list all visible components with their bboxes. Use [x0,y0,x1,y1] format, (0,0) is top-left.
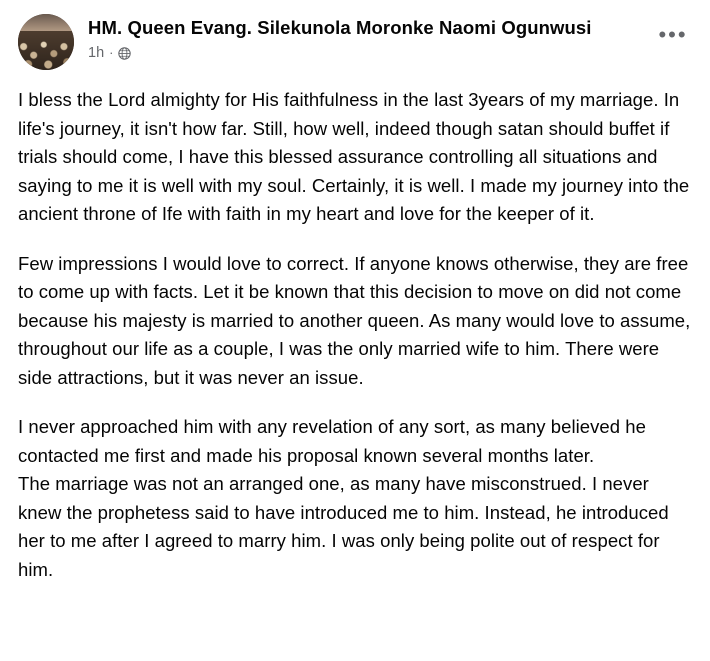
post-header [18,14,692,76]
post-timestamp[interactable]: 1h [88,45,105,61]
post-paragraph-4: The marriage was not an arranged one, as many have misconstrued. I never knew the prophetess said to have introduced me to him. Instead, he introduced her to me after I agreed to marry him. I was only being polite out of respect for him. [18,473,669,580]
post-author-block [88,14,692,62]
post-paragraph-1: I bless the Lord almighty for His faithfulness in the last 3years of my marriage. In life's journey, it isn't how far. Still, how well, indeed though satan should buffet if trials should come, I have this blessed assurance controlling all situations and saying to me it is well with my soul. Certainly, it is well. I made my journey into the ancient throne of Ife with faith in my heart and love for the keeper of it. [18,89,690,224]
author-name[interactable]: HM. Queen Evang. Silekunola Moronke Naomi Ogunwusi [88,17,592,38]
post-text [18,86,692,584]
post-meta [88,44,652,62]
meta-separator: · [109,45,114,60]
post-paragraph-3: I never approached him with any revelation of any sort, as many believed he contacted me first and made his proposal known several months later. [18,416,646,466]
globe-icon[interactable] [118,47,131,60]
post-more-options-button[interactable]: ••• [658,22,688,47]
post-paragraph-2: Few impressions I would love to correct. If anyone knows otherwise, they are free to come up with facts. Let it be known that this decision to move on did not come because his majesty is married to another queen. As many would love to assume, throughout our life as a couple, I was the only married wife to him. There were side attractions, but it was never an issue. [18,252,691,388]
avatar-image-bottom [18,31,74,70]
avatar[interactable] [18,14,74,70]
